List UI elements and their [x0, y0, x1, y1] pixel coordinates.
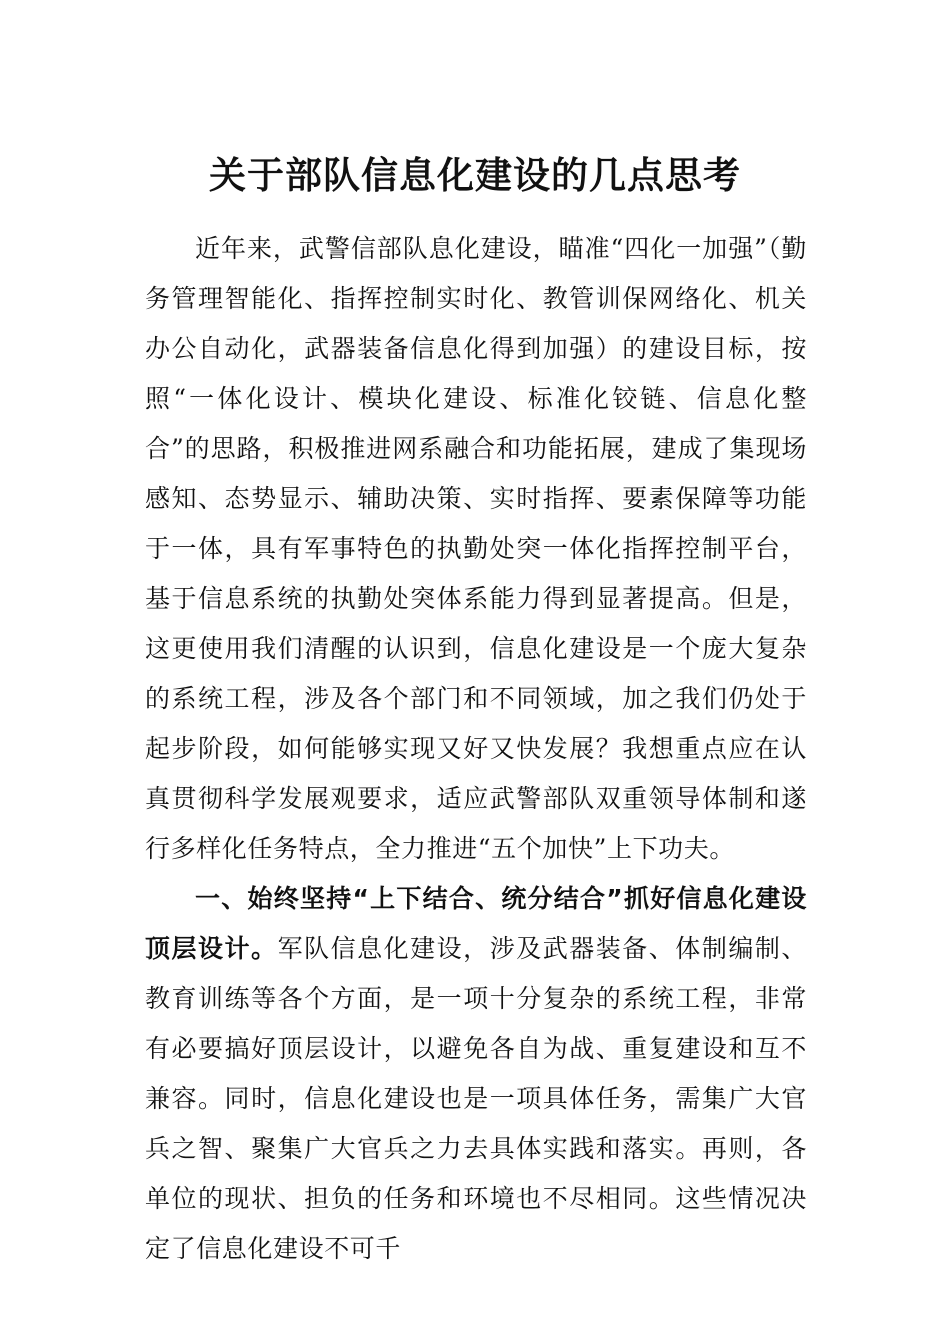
intro-paragraph: 近年来，武警信部队息化建设，瞄准“四化一加强”（勤务管理智能化、指挥控制实时化、教管训保网络化、机关办公自动化，武器装备信息化得到加强）的建设目标，按照“一体化设计、模块化建设、标准化铰链、信息化整合”的思路，积极推进网系融合和功能拓展，建成了集现场感知、态势显示、辅助决策、实时指挥、要素保障等功能于一体，具有军事特色的执勤处突一体化指挥控制平台，基于信息系统的执勤处突体系能力得到显著提高。但是，这更使用我们清醒的认识到，信息化建设是一个庞大复杂的系统工程，涉及各个部门和不同领域，加之我们仍处于起步阶段，如何能够实现又好又快发展？我想重点应在认真贯彻科学发展观要求，适应武警部队双重领导体制和遂行多样化任务特点，全力推进“五个加快”上下功夫。 — [145, 234, 807, 863]
section-one-paragraph — [145, 874, 807, 1274]
document-body — [145, 224, 807, 1274]
section-one-body: 军队信息化建设，涉及武器装备、体制编制、教育训练等各个方面，是一项十分复杂的系统工程，非常有必要搞好顶层设计，以避免各自为战、重复建设和互不兼容。同时，信息化建设也是一项具体任务，需集广大官兵之智、聚集广大官兵之力去具体实践和落实。再则，各单位的现状、担负的任务和环境也不尽相同。这些情况决定了信息化建设不可千 — [145, 934, 807, 1263]
section-one-heading: 一、始终坚持“上下结合、统分结合”抓好信息化建设顶层设计。 — [145, 884, 807, 963]
document-title: 关于部队信息化建设的几点思考 — [209, 152, 741, 197]
